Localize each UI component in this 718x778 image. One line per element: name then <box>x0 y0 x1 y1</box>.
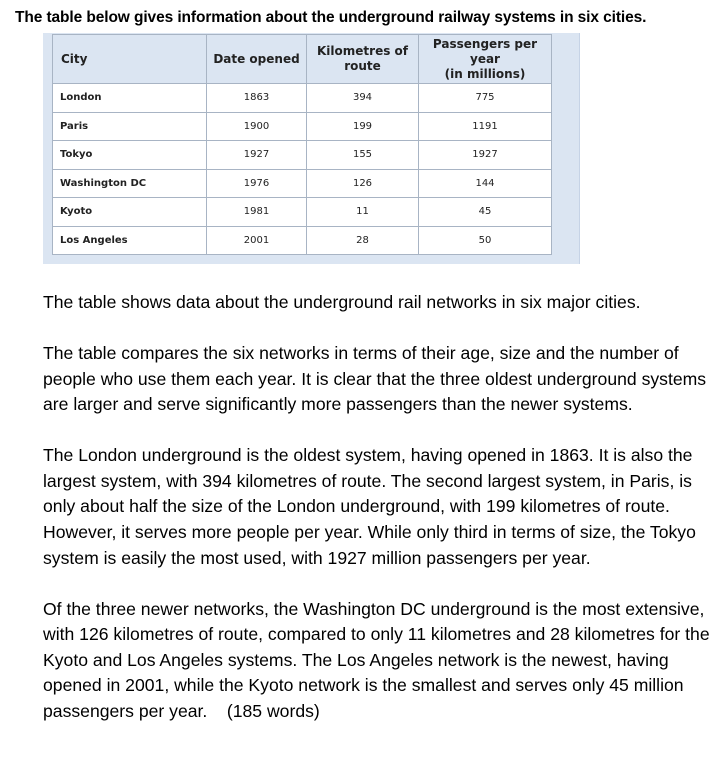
table-panel <box>43 33 580 264</box>
cell-km: 28 <box>307 226 419 255</box>
cell-km: 394 <box>307 84 419 113</box>
cell-city: Los Angeles <box>53 226 207 255</box>
cell-km: 155 <box>307 141 419 170</box>
essay-body-2 <box>43 597 715 725</box>
essay-intro: The table shows data about the underground rail networks in six major cities. <box>43 292 641 312</box>
table-row <box>53 112 552 141</box>
cell-passengers: 144 <box>419 169 552 198</box>
essay-overview: The table compares the six networks in terms of their age, size and the number of people who use them each year. It is clear that the three oldest underground systems are larger and serve significantly more passengers than the newer systems. <box>43 342 707 415</box>
cell-passengers: 1191 <box>419 112 552 141</box>
header-passengers <box>419 35 552 84</box>
cell-opened: 1976 <box>207 169 307 198</box>
word-count: (185 words) <box>226 700 320 721</box>
cell-passengers: 45 <box>419 198 552 227</box>
header-passengers-line3: (in millions) <box>444 66 526 81</box>
header-passengers-line2: year <box>470 51 500 66</box>
table-row <box>53 169 552 198</box>
essay-body-2-text: Of the three newer networks, the Washington DC underground is the most extensive, with 126 kilometres of route, compared to only 11 kilometres and 28 kilometres for the Kyoto and Los Angeles systems. The Los Angeles network is the newest, having opened in 2001, while the Kyoto network is the smallest and serves only 45 million passengers per year. <box>43 598 710 721</box>
cell-passengers: 50 <box>419 226 552 255</box>
cell-opened: 1863 <box>207 84 307 113</box>
cell-opened: 1981 <box>207 198 307 227</box>
table-row <box>53 84 552 113</box>
table-header-row <box>53 35 552 84</box>
task-heading: The table below gives information about the underground railway systems in six cities. <box>15 9 647 26</box>
header-city: City <box>53 35 207 84</box>
cell-km: 126 <box>307 169 419 198</box>
essay-body-1: The London underground is the oldest system, having opened in 1863. It is also the largest system, with 394 kilometres of route. The second largest system, in Paris, is only about half the size of the London underground, with 199 kilometres of route. However, it serves more people per year. While only third in terms of size, the Tokyo system is easily the most used, with 1927 million passengers per year. <box>43 445 696 568</box>
header-date-opened: Date opened <box>207 35 307 84</box>
cell-passengers: 1927 <box>419 141 552 170</box>
cell-opened: 2001 <box>207 226 307 255</box>
header-kilometres: Kilometres of route <box>307 35 419 84</box>
cell-city: Washington DC <box>53 169 207 198</box>
essay <box>43 290 715 750</box>
table-row <box>53 198 552 227</box>
table-row <box>53 226 552 255</box>
cell-km: 199 <box>307 112 419 141</box>
cell-opened: 1927 <box>207 141 307 170</box>
cell-opened: 1900 <box>207 112 307 141</box>
cell-city: Paris <box>53 112 207 141</box>
header-passengers-line1: Passengers per <box>432 36 538 51</box>
table-row <box>53 141 552 170</box>
cell-km: 11 <box>307 198 419 227</box>
cell-city: London <box>53 84 207 113</box>
cell-city: Kyoto <box>53 198 207 227</box>
cell-passengers: 775 <box>419 84 552 113</box>
underground-table <box>52 34 552 255</box>
cell-city: Tokyo <box>53 141 207 170</box>
